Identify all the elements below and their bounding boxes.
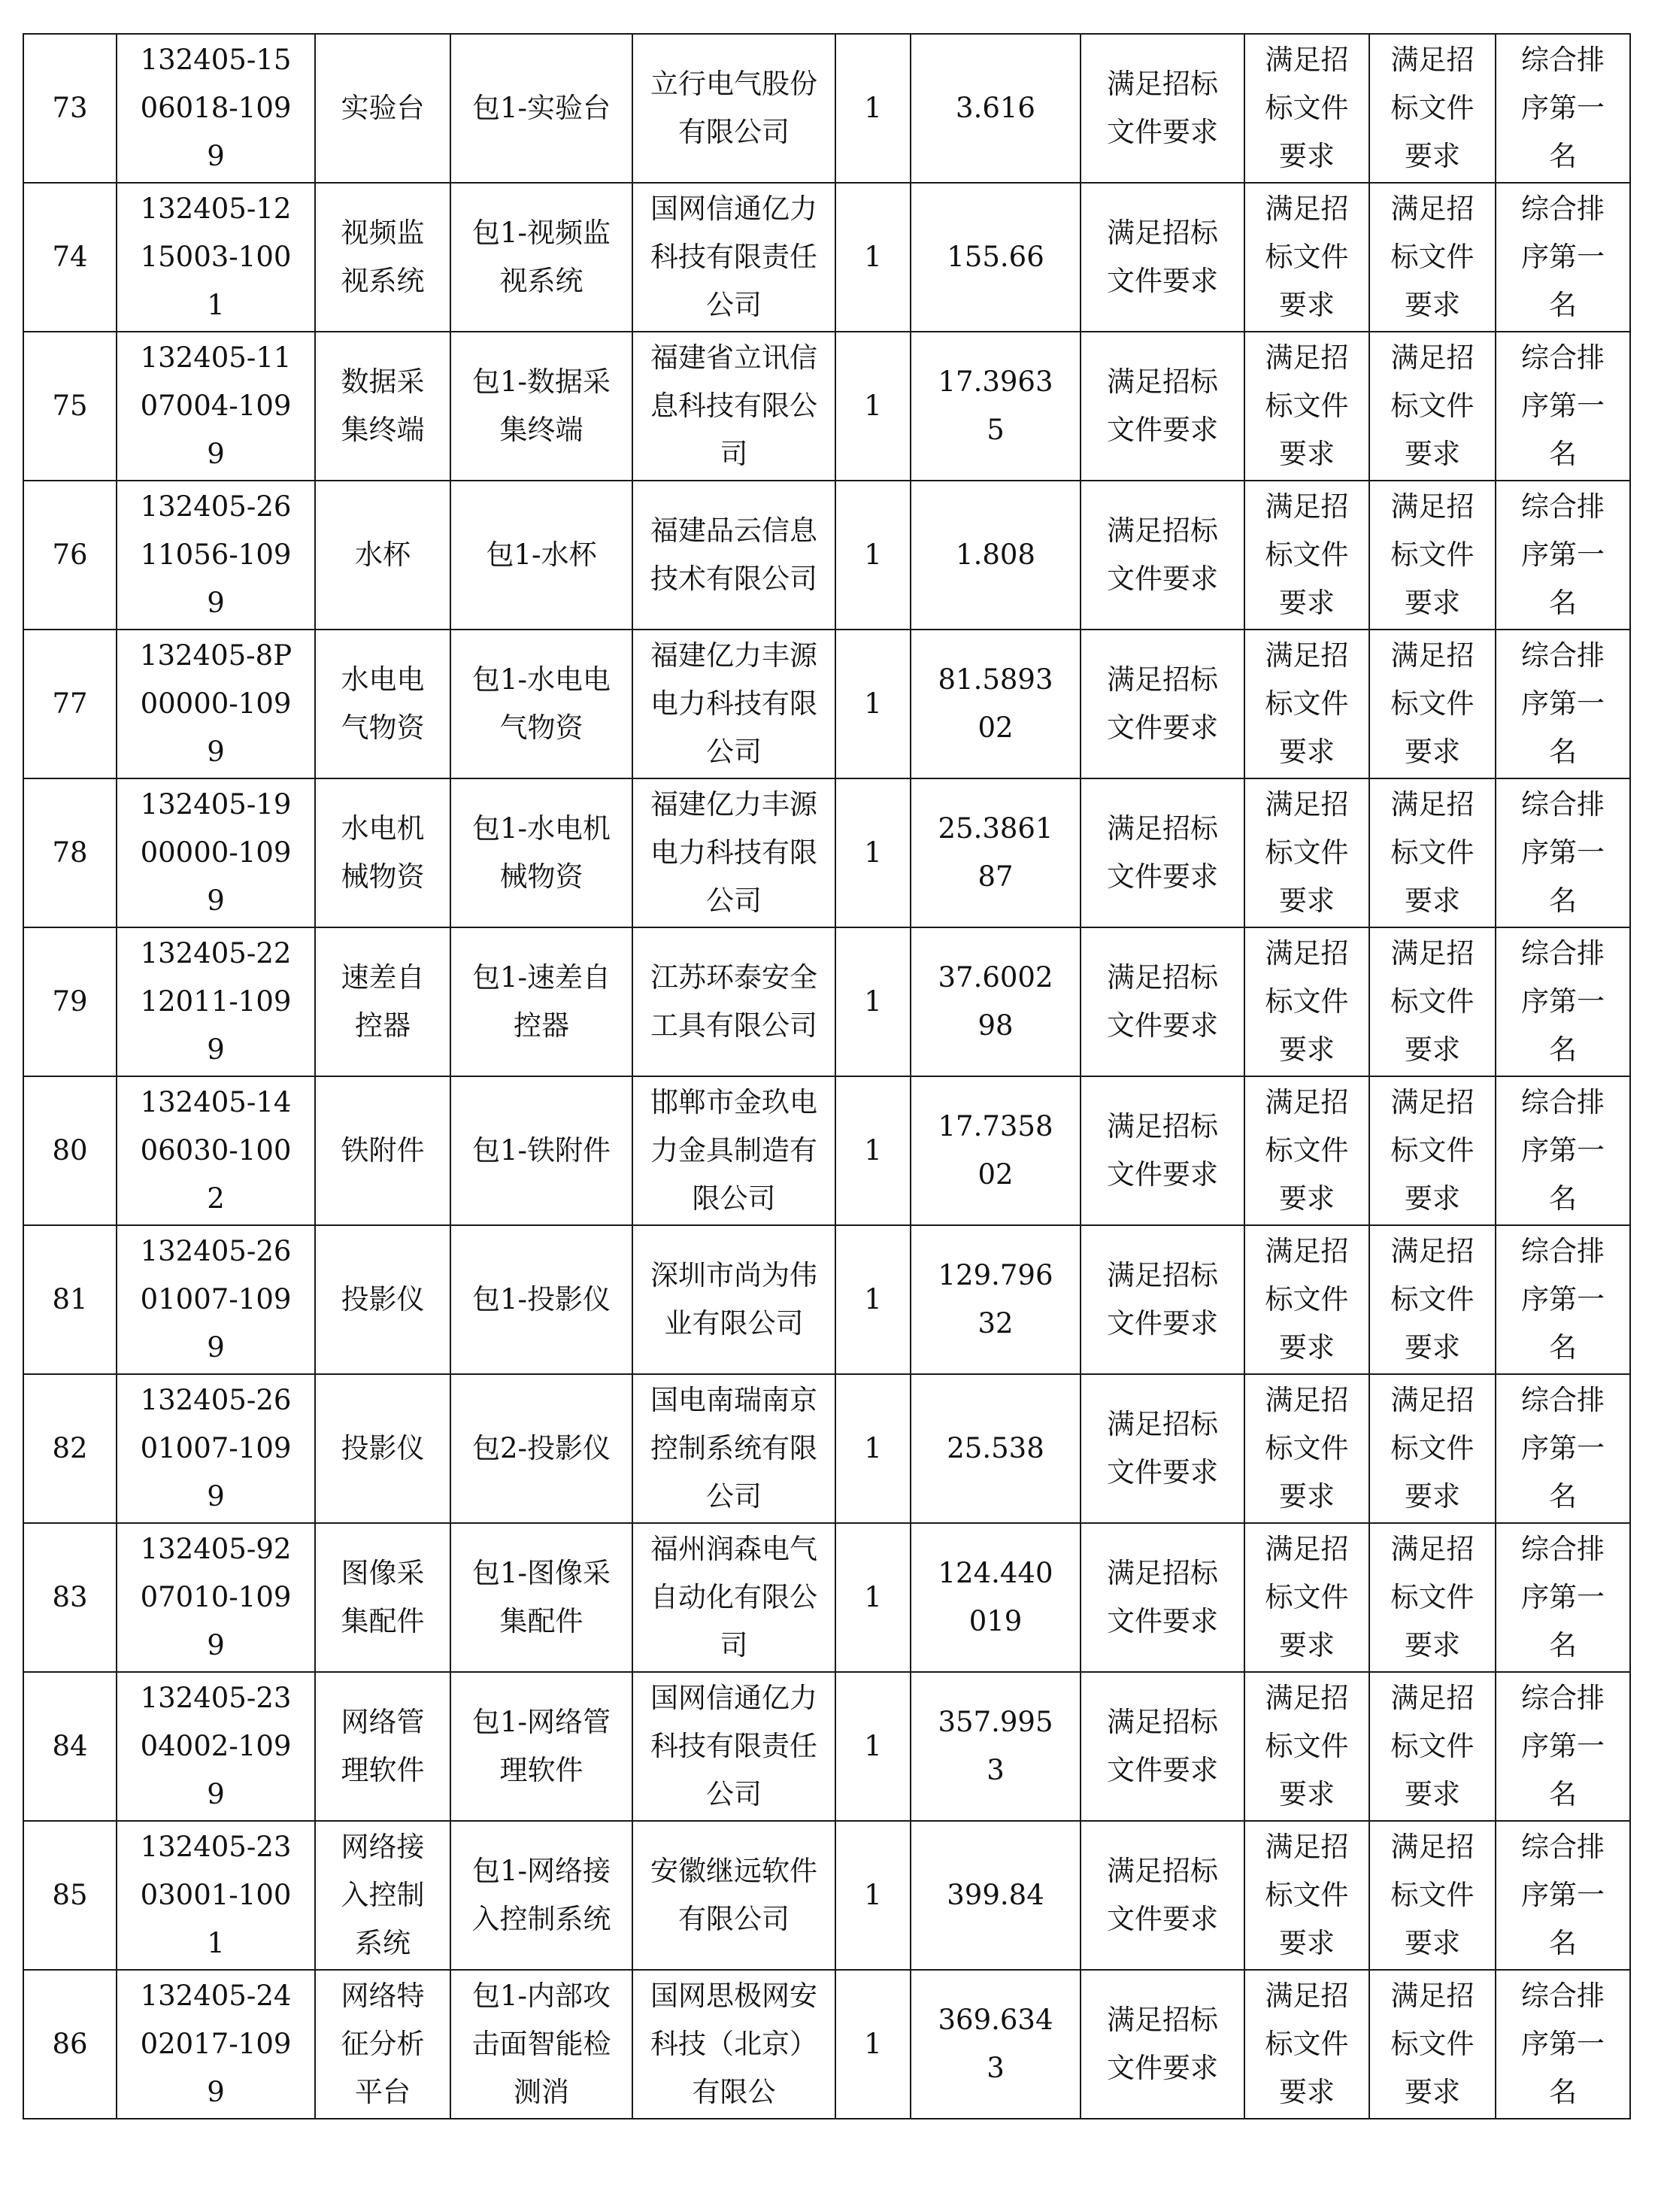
material-name-cell: 水电机械物资 (315, 778, 450, 927)
evaluation-cell-2: 满足招标文件要求 (1244, 778, 1369, 927)
material-name-cell: 铁附件 (315, 1076, 450, 1225)
package-name-cell: 包2-投影仪 (450, 1374, 632, 1523)
table-row (23, 1225, 1630, 1374)
package-name-cell: 包1-水电机械物资 (450, 778, 632, 927)
evaluation-cell-1: 满足招标文件要求 (1081, 34, 1244, 183)
package-name-cell: 包1-网络接入控制系统 (450, 1821, 632, 1970)
evaluation-cell-3: 满足招标文件要求 (1369, 183, 1496, 332)
material-name-cell: 水电电气物资 (315, 630, 450, 778)
evaluation-cell-2: 满足招标文件要求 (1244, 1970, 1369, 2119)
table-row (23, 183, 1630, 332)
evaluation-cell-1: 满足招标文件要求 (1081, 778, 1244, 927)
evaluation-cell-2: 满足招标文件要求 (1244, 1374, 1369, 1523)
table-row (23, 1374, 1630, 1523)
evaluation-cell-1: 满足招标文件要求 (1081, 1523, 1244, 1672)
bid-price-cell: 155.66 (911, 183, 1081, 332)
evaluation-cell-1: 满足招标文件要求 (1081, 481, 1244, 630)
supplier-name-cell: 深圳市尚为伟业有限公司 (632, 1225, 835, 1374)
evaluation-cell-2: 满足招标文件要求 (1244, 481, 1369, 630)
supplier-name-cell: 立行电气股份有限公司 (632, 34, 835, 183)
table-row (23, 1970, 1630, 2119)
bid-price-cell: 399.84 (911, 1821, 1081, 1970)
evaluation-cell-2: 满足招标文件要求 (1244, 927, 1369, 1076)
ranking-cell: 综合排序第一名 (1496, 1523, 1630, 1672)
row-number-cell: 75 (23, 332, 117, 481)
material-code-cell: 132405-1506018-1099 (117, 34, 315, 183)
package-name-cell: 包1-内部攻击面智能检测消 (450, 1970, 632, 2119)
bid-price-cell: 129.79632 (911, 1225, 1081, 1374)
bid-price-cell: 357.9953 (911, 1672, 1081, 1821)
material-code-cell: 132405-2303001-1001 (117, 1821, 315, 1970)
ranking-cell: 综合排序第一名 (1496, 778, 1630, 927)
bid-results-table (23, 33, 1631, 2119)
quantity-cell: 1 (835, 1672, 911, 1821)
material-code-cell: 132405-1406030-1002 (117, 1076, 315, 1225)
bid-price-cell: 81.589302 (911, 630, 1081, 778)
evaluation-cell-3: 满足招标文件要求 (1369, 927, 1496, 1076)
material-name-cell: 投影仪 (315, 1374, 450, 1523)
package-name-cell: 包1-数据采集终端 (450, 332, 632, 481)
evaluation-cell-3: 满足招标文件要求 (1369, 1672, 1496, 1821)
row-number-cell: 73 (23, 34, 117, 183)
table-row (23, 332, 1630, 481)
supplier-name-cell: 国网信通亿力科技有限责任公司 (632, 1672, 835, 1821)
evaluation-cell-1: 满足招标文件要求 (1081, 1374, 1244, 1523)
quantity-cell: 1 (835, 630, 911, 778)
material-code-cell: 132405-2212011-1099 (117, 927, 315, 1076)
material-code-cell: 132405-2611056-1099 (117, 481, 315, 630)
evaluation-cell-3: 满足招标文件要求 (1369, 630, 1496, 778)
bid-price-cell: 17.735802 (911, 1076, 1081, 1225)
material-code-cell: 132405-2402017-1099 (117, 1970, 315, 2119)
package-name-cell: 包1-图像采集配件 (450, 1523, 632, 1672)
evaluation-cell-3: 满足招标文件要求 (1369, 1821, 1496, 1970)
row-number-cell: 81 (23, 1225, 117, 1374)
material-name-cell: 速差自控器 (315, 927, 450, 1076)
table-row (23, 34, 1630, 183)
evaluation-cell-3: 满足招标文件要求 (1369, 332, 1496, 481)
evaluation-cell-2: 满足招标文件要求 (1244, 1672, 1369, 1821)
ranking-cell: 综合排序第一名 (1496, 1821, 1630, 1970)
row-number-cell: 79 (23, 927, 117, 1076)
material-name-cell: 图像采集配件 (315, 1523, 450, 1672)
row-number-cell: 85 (23, 1821, 117, 1970)
table-row (23, 1672, 1630, 1821)
ranking-cell: 综合排序第一名 (1496, 1225, 1630, 1374)
quantity-cell: 1 (835, 1374, 911, 1523)
evaluation-cell-1: 满足招标文件要求 (1081, 1821, 1244, 1970)
table-row (23, 927, 1630, 1076)
ranking-cell: 综合排序第一名 (1496, 1076, 1630, 1225)
quantity-cell: 1 (835, 34, 911, 183)
supplier-name-cell: 江苏环泰安全工具有限公司 (632, 927, 835, 1076)
material-name-cell: 视频监视系统 (315, 183, 450, 332)
evaluation-cell-2: 满足招标文件要求 (1244, 1821, 1369, 1970)
ranking-cell: 综合排序第一名 (1496, 183, 1630, 332)
package-name-cell: 包1-实验台 (450, 34, 632, 183)
evaluation-cell-2: 满足招标文件要求 (1244, 1225, 1369, 1374)
material-code-cell: 132405-9207010-1099 (117, 1523, 315, 1672)
material-code-cell: 132405-2601007-1099 (117, 1225, 315, 1374)
row-number-cell: 84 (23, 1672, 117, 1821)
evaluation-cell-1: 满足招标文件要求 (1081, 1672, 1244, 1821)
supplier-name-cell: 福建亿力丰源电力科技有限公司 (632, 778, 835, 927)
material-code-cell: 132405-1900000-1099 (117, 778, 315, 927)
evaluation-cell-1: 满足招标文件要求 (1081, 1076, 1244, 1225)
supplier-name-cell: 安徽继远软件有限公司 (632, 1821, 835, 1970)
ranking-cell: 综合排序第一名 (1496, 630, 1630, 778)
ranking-cell: 综合排序第一名 (1496, 34, 1630, 183)
bid-price-cell: 1.808 (911, 481, 1081, 630)
package-name-cell: 包1-速差自控器 (450, 927, 632, 1076)
package-name-cell: 包1-网络管理软件 (450, 1672, 632, 1821)
evaluation-cell-3: 满足招标文件要求 (1369, 1225, 1496, 1374)
table-row (23, 1076, 1630, 1225)
bid-price-cell: 124.440019 (911, 1523, 1081, 1672)
evaluation-cell-2: 满足招标文件要求 (1244, 1523, 1369, 1672)
quantity-cell: 1 (835, 1821, 911, 1970)
supplier-name-cell: 邯郸市金玖电力金具制造有限公司 (632, 1076, 835, 1225)
package-name-cell: 包1-视频监视系统 (450, 183, 632, 332)
quantity-cell: 1 (835, 1970, 911, 2119)
bid-price-cell: 369.6343 (911, 1970, 1081, 2119)
row-number-cell: 83 (23, 1523, 117, 1672)
ranking-cell: 综合排序第一名 (1496, 1672, 1630, 1821)
row-number-cell: 80 (23, 1076, 117, 1225)
evaluation-cell-1: 满足招标文件要求 (1081, 927, 1244, 1076)
row-number-cell: 74 (23, 183, 117, 332)
evaluation-cell-1: 满足招标文件要求 (1081, 332, 1244, 481)
bid-price-cell: 37.600298 (911, 927, 1081, 1076)
row-number-cell: 86 (23, 1970, 117, 2119)
evaluation-cell-2: 满足招标文件要求 (1244, 630, 1369, 778)
table-row (23, 1523, 1630, 1672)
bid-price-cell: 17.39635 (911, 332, 1081, 481)
evaluation-cell-1: 满足招标文件要求 (1081, 1225, 1244, 1374)
table-row (23, 481, 1630, 630)
ranking-cell: 综合排序第一名 (1496, 481, 1630, 630)
supplier-name-cell: 国网信通亿力科技有限责任公司 (632, 183, 835, 332)
evaluation-cell-1: 满足招标文件要求 (1081, 1970, 1244, 2119)
evaluation-cell-3: 满足招标文件要求 (1369, 778, 1496, 927)
supplier-name-cell: 福建亿力丰源电力科技有限公司 (632, 630, 835, 778)
evaluation-cell-1: 满足招标文件要求 (1081, 183, 1244, 332)
evaluation-cell-3: 满足招标文件要求 (1369, 34, 1496, 183)
evaluation-cell-3: 满足招标文件要求 (1369, 1523, 1496, 1672)
ranking-cell: 综合排序第一名 (1496, 332, 1630, 481)
table-row (23, 1821, 1630, 1970)
bid-price-cell: 25.538 (911, 1374, 1081, 1523)
ranking-cell: 综合排序第一名 (1496, 1374, 1630, 1523)
evaluation-cell-2: 满足招标文件要求 (1244, 332, 1369, 481)
supplier-name-cell: 国电南瑞南京控制系统有限公司 (632, 1374, 835, 1523)
material-name-cell: 网络特征分析平台 (315, 1970, 450, 2119)
package-name-cell: 包1-铁附件 (450, 1076, 632, 1225)
evaluation-cell-2: 满足招标文件要求 (1244, 1076, 1369, 1225)
supplier-name-cell: 国网思极网安科技（北京）有限公 (632, 1970, 835, 2119)
material-name-cell: 投影仪 (315, 1225, 450, 1374)
evaluation-cell-3: 满足招标文件要求 (1369, 1076, 1496, 1225)
supplier-name-cell: 福建品云信息技术有限公司 (632, 481, 835, 630)
evaluation-cell-2: 满足招标文件要求 (1244, 34, 1369, 183)
quantity-cell: 1 (835, 1076, 911, 1225)
quantity-cell: 1 (835, 332, 911, 481)
package-name-cell: 包1-水电电气物资 (450, 630, 632, 778)
supplier-name-cell: 福州润森电气自动化有限公司 (632, 1523, 835, 1672)
package-name-cell: 包1-投影仪 (450, 1225, 632, 1374)
ranking-cell: 综合排序第一名 (1496, 1970, 1630, 2119)
quantity-cell: 1 (835, 778, 911, 927)
row-number-cell: 78 (23, 778, 117, 927)
row-number-cell: 76 (23, 481, 117, 630)
quantity-cell: 1 (835, 481, 911, 630)
evaluation-cell-3: 满足招标文件要求 (1369, 1374, 1496, 1523)
table-row (23, 630, 1630, 778)
ranking-cell: 综合排序第一名 (1496, 927, 1630, 1076)
evaluation-cell-1: 满足招标文件要求 (1081, 630, 1244, 778)
material-code-cell: 132405-1215003-1001 (117, 183, 315, 332)
evaluation-cell-2: 满足招标文件要求 (1244, 183, 1369, 332)
material-name-cell: 数据采集终端 (315, 332, 450, 481)
quantity-cell: 1 (835, 1225, 911, 1374)
quantity-cell: 1 (835, 927, 911, 1076)
material-code-cell: 132405-2601007-1099 (117, 1374, 315, 1523)
package-name-cell: 包1-水杯 (450, 481, 632, 630)
supplier-name-cell: 福建省立讯信息科技有限公司 (632, 332, 835, 481)
material-name-cell: 实验台 (315, 34, 450, 183)
quantity-cell: 1 (835, 183, 911, 332)
quantity-cell: 1 (835, 1523, 911, 1672)
table-row (23, 778, 1630, 927)
row-number-cell: 77 (23, 630, 117, 778)
material-name-cell: 网络管理软件 (315, 1672, 450, 1821)
bid-price-cell: 25.386187 (911, 778, 1081, 927)
evaluation-cell-3: 满足招标文件要求 (1369, 1970, 1496, 2119)
material-code-cell: 132405-8P00000-1099 (117, 630, 315, 778)
evaluation-cell-3: 满足招标文件要求 (1369, 481, 1496, 630)
material-name-cell: 网络接入控制系统 (315, 1821, 450, 1970)
bid-price-cell: 3.616 (911, 34, 1081, 183)
material-code-cell: 132405-1107004-1099 (117, 332, 315, 481)
row-number-cell: 82 (23, 1374, 117, 1523)
material-code-cell: 132405-2304002-1099 (117, 1672, 315, 1821)
material-name-cell: 水杯 (315, 481, 450, 630)
table-body (23, 34, 1630, 2119)
